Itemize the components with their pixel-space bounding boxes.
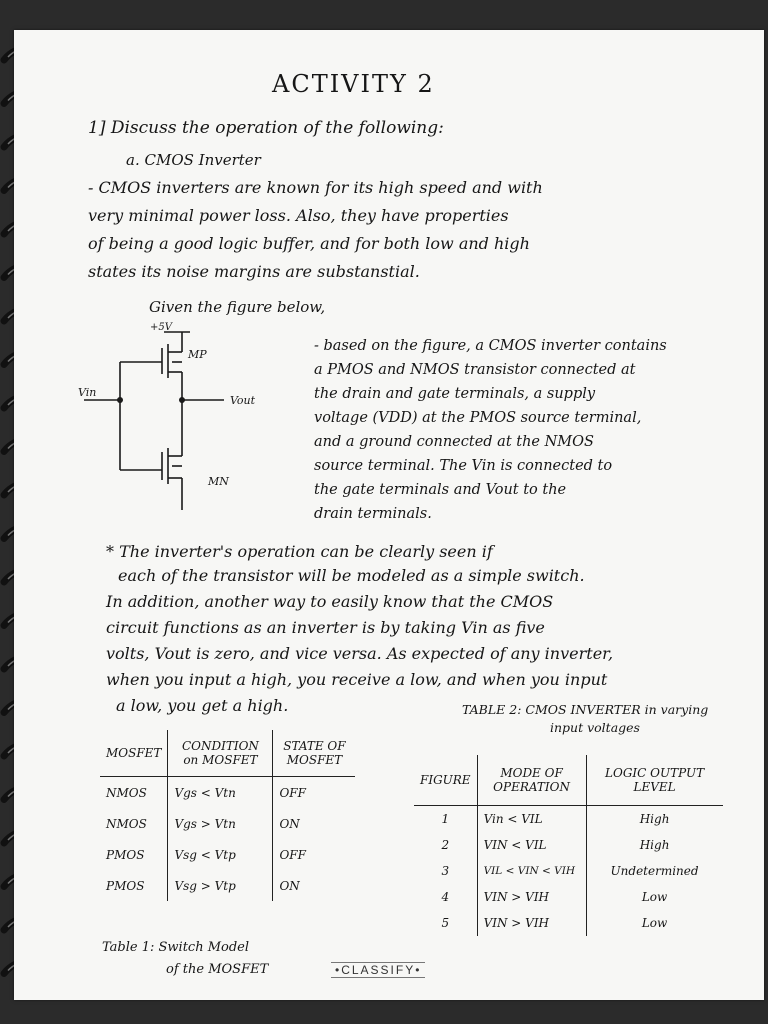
table2-header-row — [414, 755, 723, 806]
table1-cell: Vsg < Vtp — [168, 839, 273, 870]
table2-cell: Low — [641, 916, 668, 930]
table2-cell: VIL < VIN < VIH — [477, 858, 586, 884]
table-row — [414, 806, 723, 833]
table1-cell: Vgs > Vtn — [168, 808, 273, 839]
table1-cell: NMOS — [100, 777, 168, 809]
table2-cell: Low — [641, 890, 668, 904]
table2-cell: 4 — [414, 884, 477, 910]
table1-cell: OFF — [279, 785, 306, 800]
table1-cell: PMOS — [100, 870, 168, 901]
table-row — [414, 832, 723, 858]
table2-header: MODE OF OPERATION — [477, 755, 586, 806]
operation-line: * The inverter's operation can be clearly seen if — [106, 542, 493, 561]
table1-cell: Vgs < Vtn — [168, 777, 273, 809]
table-row — [100, 870, 355, 901]
intro-line: very minimal power loss. Also, they have properties — [88, 206, 509, 225]
table2-cell: High — [639, 838, 670, 852]
table2-cell: 3 — [414, 858, 477, 884]
table-row — [100, 777, 355, 809]
table2-header: LOGIC OUTPUT LEVEL — [605, 766, 705, 794]
table2-cell: VIN < VIL — [477, 832, 586, 858]
table2-cell: Undetermined — [610, 864, 699, 878]
table-row — [414, 858, 723, 884]
table1-cell: NMOS — [100, 808, 168, 839]
table2-cell: High — [639, 812, 670, 826]
table2-cell: 1 — [414, 806, 477, 833]
question-heading: 1] Discuss the operation of the following: — [88, 118, 444, 138]
page-title: ACTIVITY 2 — [272, 70, 435, 98]
figure-description-line: - based on the figure, a CMOS inverter contains — [314, 338, 667, 354]
table1-cell: PMOS — [100, 839, 168, 870]
table-row — [100, 808, 355, 839]
table-row — [414, 910, 723, 936]
table2-caption: input voltages — [550, 720, 640, 735]
figure-description-line: voltage (VDD) at the PMOS source terminal, — [314, 410, 642, 426]
table2-cell: VIN > VIH — [477, 910, 586, 936]
brand-logo: •CLASSIFY• — [331, 962, 425, 978]
operation-line: a low, you get a high. — [116, 696, 289, 715]
figure-description-line: the gate terminals and Vout to the — [314, 482, 567, 498]
table1-caption: Table 1: Switch Model — [102, 940, 250, 955]
figure-description-line: source terminal. The Vin is connected to — [314, 458, 613, 474]
table1-caption: of the MOSFET — [166, 962, 269, 977]
table2-cell: Vin < VIL — [477, 806, 586, 833]
mp-label: MP — [188, 348, 207, 361]
table1-cell: Vsg > Vtp — [168, 870, 273, 901]
notebook-page — [14, 30, 764, 1000]
table1-header-row — [100, 730, 355, 777]
table1-header: STATE OF MOSFET — [283, 739, 346, 767]
intro-line: of being a good logic buffer, and for both low and high — [88, 234, 530, 253]
figure-description-line: the drain and gate terminals, a supply — [314, 386, 596, 402]
table-row — [100, 839, 355, 870]
figure-description-line: and a ground connected at the NMOS — [314, 434, 594, 450]
figure-description-line: a PMOS and NMOS transistor connected at — [314, 362, 636, 378]
intro-line: - CMOS inverters are known for its high speed and with — [88, 178, 543, 197]
operation-line: when you input a high, you receive a low, and when you input — [106, 670, 608, 689]
intro-line: states its noise margins are substanstial. — [88, 262, 420, 281]
operation-line: circuit functions as an inverter is by taking Vin as five — [106, 618, 545, 637]
table2-cell: 2 — [414, 832, 477, 858]
table1-cell: ON — [279, 816, 300, 831]
table2-cell: VIN > VIH — [477, 884, 586, 910]
table1-header: CONDITION on MOSFET — [168, 730, 273, 777]
cmos-inverter-schematic — [64, 320, 294, 510]
supply-label: +5V — [150, 322, 172, 333]
figure-description-line: drain terminals. — [314, 506, 432, 522]
table1-cell: ON — [279, 878, 300, 893]
table1-header: MOSFET — [100, 730, 168, 777]
table2-cell: 5 — [414, 910, 477, 936]
vin-label: Vin — [78, 386, 97, 399]
mn-label: MN — [208, 475, 229, 488]
table-row — [414, 884, 723, 910]
table1-switch-model — [100, 730, 355, 901]
vout-label: Vout — [230, 394, 256, 407]
table1-cell: OFF — [279, 847, 306, 862]
operation-line: volts, Vout is zero, and vice versa. As expected of any inverter, — [106, 644, 614, 663]
given-text: Given the figure below, — [149, 298, 326, 316]
table2-caption: TABLE 2: CMOS INVERTER in varying — [462, 702, 709, 717]
subheading: a. CMOS Inverter — [126, 151, 261, 169]
operation-line: each of the transistor will be modeled as a simple switch. — [118, 566, 585, 585]
operation-line: In addition, another way to easily know that the CMOS — [106, 592, 554, 611]
table2-inverter-voltages — [414, 755, 723, 936]
table2-header: FIGURE — [414, 755, 477, 806]
